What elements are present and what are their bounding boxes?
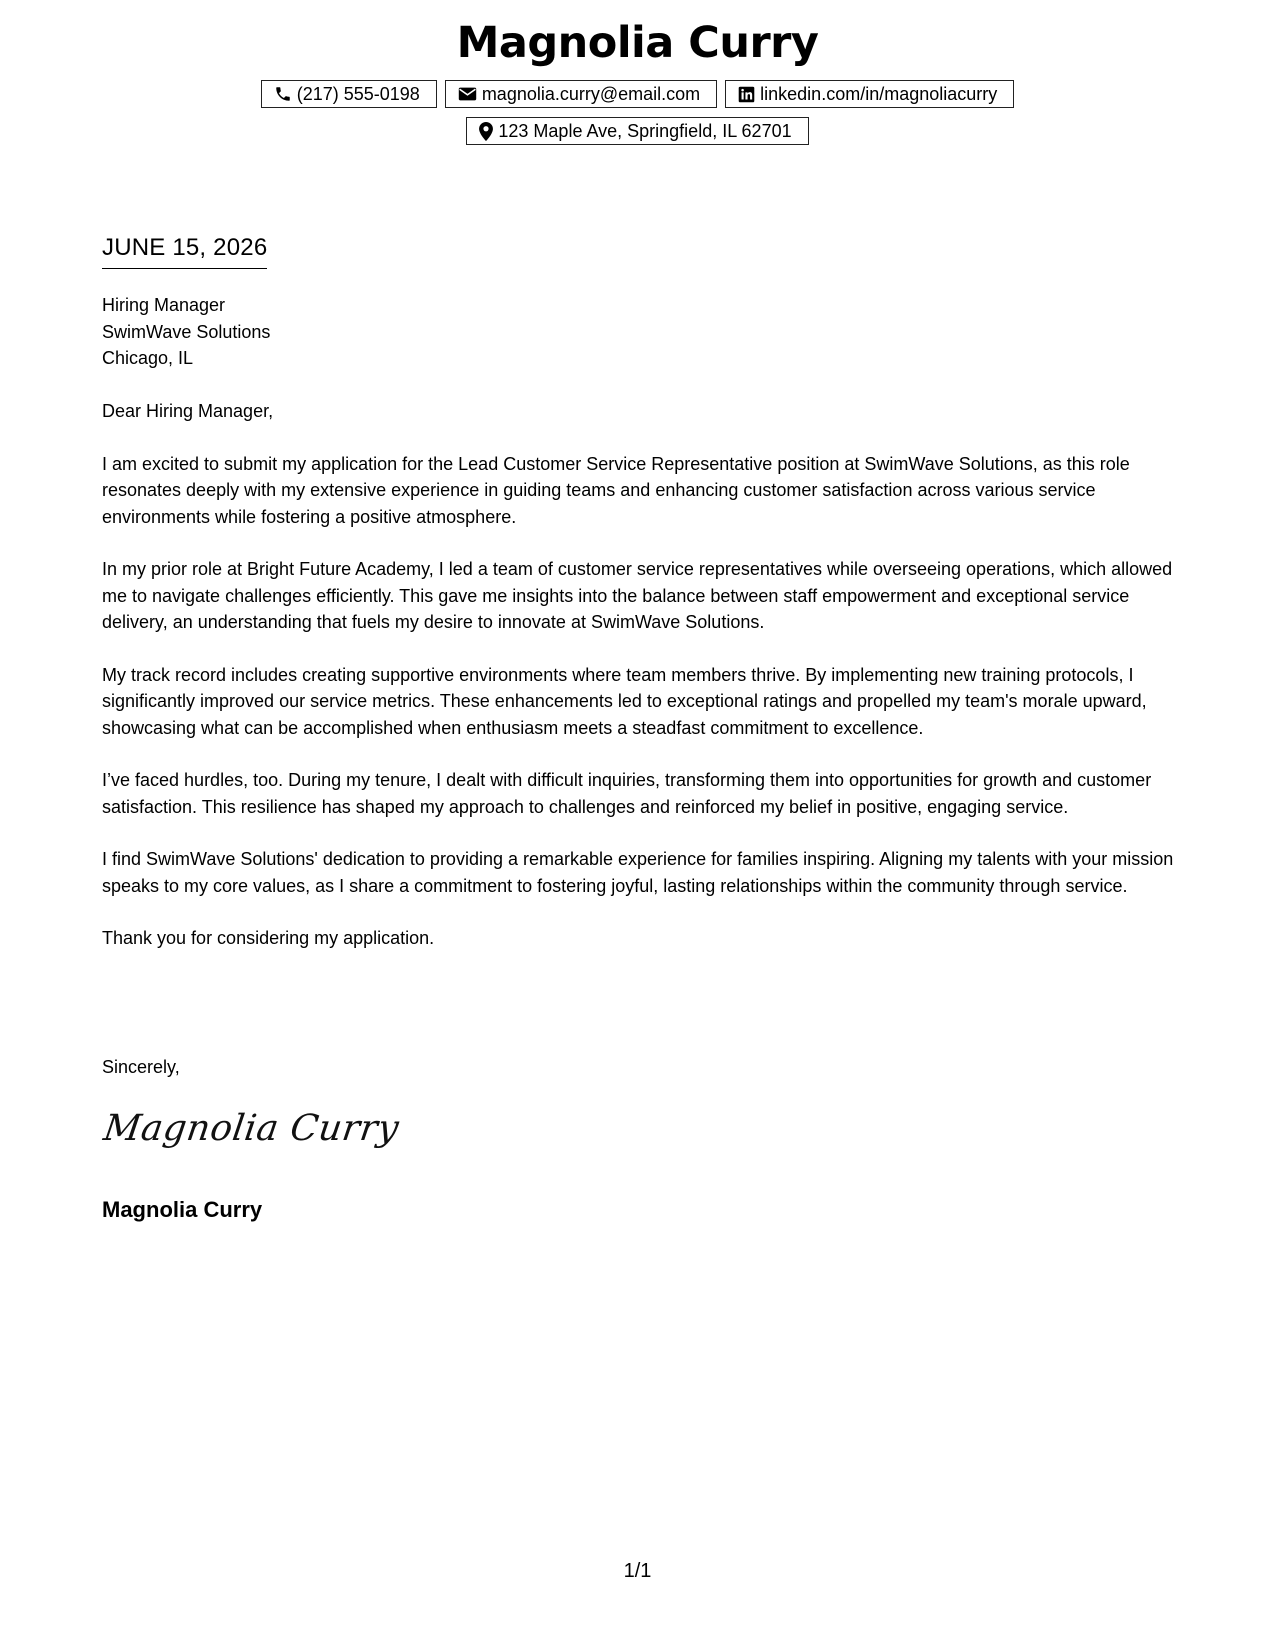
body-paragraph: I find SwimWave Solutions' dedication to providing a remarkable experience for families inspiring. Aligning my talents with your mission speaks to my core values, as I share a commitment to fostering joyful, lasting relationships within the community through service. (102, 849, 1174, 896)
phone-icon (274, 85, 292, 103)
salutation: Dear Hiring Manager, (102, 401, 274, 421)
recipient-company: SwimWave Solutions (102, 321, 271, 342)
body-paragraph: My track record includes creating supportive environments where team members thrive. By implementing new training protocols, I significantly improved our service metrics. These enhancements led to exceptional ratings and propelled my team's morale upward, showcasing what can be accomplished when enthusiasm meets a steadfast commitment to excellence. (102, 664, 1147, 738)
email-contact[interactable] (445, 80, 717, 108)
body-paragraph: I am excited to submit my application for the Lead Customer Service Representative position at SwimWave Solutions, as this role resonates deeply with my extensive experience in guiding teams and enhancing customer satisfaction across various service environments while fostering a positive atmosphere. (102, 453, 1130, 527)
email-text: magnolia.curry@email.com (481, 83, 701, 104)
body-paragraph: I’ve faced hurdles, too. During my tenure, I dealt with difficult inquiries, transforming them into opportunities for growth and customer satisfaction. This resilience has shaped my approach to challenges and reinforced my belief in positive, engaging service. (102, 770, 1152, 817)
contact-row-primary (0, 80, 1275, 108)
map-pin-icon (479, 122, 493, 141)
signer-name: Magnolia Curry (102, 1197, 263, 1222)
linkedin-text: linkedin.com/in/magnoliacurry (760, 83, 998, 104)
body-paragraph: In my prior role at Bright Future Academy, I led a team of customer service representatives while overseeing operations, which allowed me to navigate challenges efficiently. This gave me insights into the balance between staff empowerment and exceptional service delivery, an understanding that fuels my desire to innovate at SwimWave Solutions. (102, 559, 1173, 632)
linkedin-icon (738, 86, 755, 103)
address-contact[interactable] (466, 117, 808, 145)
envelope-icon (458, 86, 477, 102)
handwritten-signature: Magnolia Curry (101, 1108, 402, 1149)
letter-date: JUNE 15, 2026 (102, 234, 267, 269)
closing: Sincerely, (102, 1057, 180, 1077)
recipient-title: Hiring Manager (102, 295, 226, 315)
phone-contact[interactable] (261, 80, 437, 108)
letter-body (102, 398, 1177, 978)
body-paragraph: Thank you for considering my application. (102, 928, 435, 948)
address-text: 123 Maple Ave, Springfield, IL 62701 (498, 120, 792, 141)
phone-text: (217) 555-0198 (296, 83, 420, 104)
applicant-name: Magnolia Curry (456, 18, 819, 68)
recipient-block (102, 292, 270, 372)
recipient-location: Chicago, IL (102, 348, 194, 368)
contact-row-secondary (0, 117, 1275, 145)
linkedin-contact[interactable] (725, 80, 1014, 108)
page-indicator: 1/1 (623, 1560, 652, 1582)
